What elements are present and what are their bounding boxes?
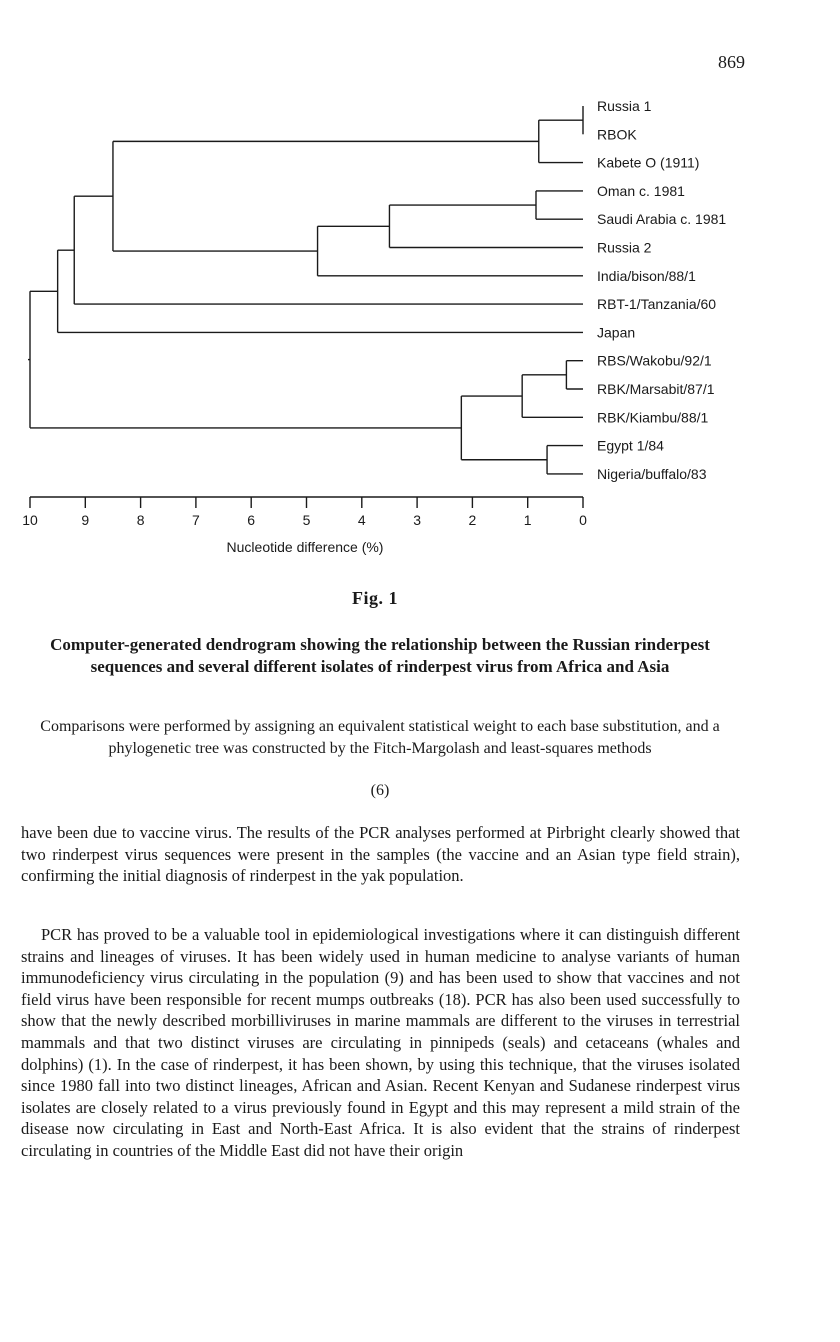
figure-caption: Comparisons were performed by assigning an equivalent statistical weight to each base substitution, and a phylogenetic tree was constructed by the Fitch-Margolash and least-squares methods	[40, 718, 720, 757]
leaf-label: RBOK	[597, 126, 637, 143]
leaf-label: RBT-1/Tanzania/60	[597, 296, 717, 313]
x-tick-label: 5	[302, 512, 311, 528]
x-tick-label: 4	[357, 512, 366, 528]
figure-title: Computer-generated dendrogram showing the relationship between the Russian rinderpest sequences and several different isolates of rinderpest virus from Africa and Asia	[50, 635, 710, 676]
x-tick-label: 7	[192, 512, 200, 528]
x-axis-title: Nucleotide difference (%)	[226, 539, 384, 555]
x-tick-label: 1	[523, 512, 532, 528]
leaf-label: Russia 1	[597, 98, 652, 114]
leaf-label: Nigeria/buffalo/83	[597, 465, 707, 482]
leaf-label: India/bison/88/1	[597, 267, 696, 284]
leaf-label: RBK/Marsabit/87/1	[597, 381, 715, 397]
leaf-label: Egypt 1/84	[597, 437, 664, 454]
x-tick-label: 9	[81, 512, 90, 528]
x-tick-label: 10	[22, 512, 38, 528]
x-tick-label: 3	[413, 512, 421, 528]
leaf-label: Japan	[597, 324, 636, 341]
leaf-label: RBS/Wakobu/92/1	[597, 352, 712, 369]
leaf-label: Russia 2	[597, 239, 652, 256]
leaf-label: Oman c. 1981	[597, 182, 685, 199]
leaf-label: Saudi Arabia c. 1981	[597, 211, 727, 228]
dendrogram	[0, 0, 840, 570]
body-paragraph: have been due to vaccine virus. The results of the PCR analyses performed at Pirbright clearly showed that two rinderpest virus sequences were present in the samples (the vaccine and an Asian type field strain), confirming the initial diagnosis of rinderpest in the yak population.	[21, 823, 740, 886]
figure-reference: (6)	[370, 782, 390, 799]
x-tick-label: 6	[247, 512, 256, 528]
leaf-label: RBK/Kiambu/88/1	[597, 409, 709, 426]
page-number: 869	[718, 52, 745, 72]
leaf-label: Kabete O (1911)	[597, 154, 700, 171]
figure-label: Fig. 1	[352, 588, 398, 608]
x-tick-label: 2	[468, 512, 477, 528]
x-tick-label: 8	[136, 512, 145, 528]
x-tick-label: 0	[579, 512, 587, 528]
body-paragraph: PCR has proved to be a valuable tool in epidemiological investigations where it can distinguish different strains and lineages of viruses. It has been widely used in human medicine to analyse variants of human immunodeficiency virus circulating in the population (9) and has been used to show that vaccines and not field virus have been responsible for recent mumps outbreaks (18). PCR has also been used successfully to show that the newly described morbilliviruses in marine mammals are different to the viruses in terrestrial mammals and that two distinct viruses are circulating in pinnipeds (seals) and cetaceans (whales and dolphins) (1). In the case of rinderpest, it has been shown, by using this technique, that the viruses isolated since 1980 fall into two distinct lineages, African and Asian. Recent Kenyan and Sudanese rinderpest virus isolates are closely related to a virus previously found in Egypt and this may represent a mild strain of the disease now circulating in East and North-East Africa. It is also evident that the strains of rinderpest circulating in countries of the Middle East did not have their origin	[21, 925, 740, 1160]
